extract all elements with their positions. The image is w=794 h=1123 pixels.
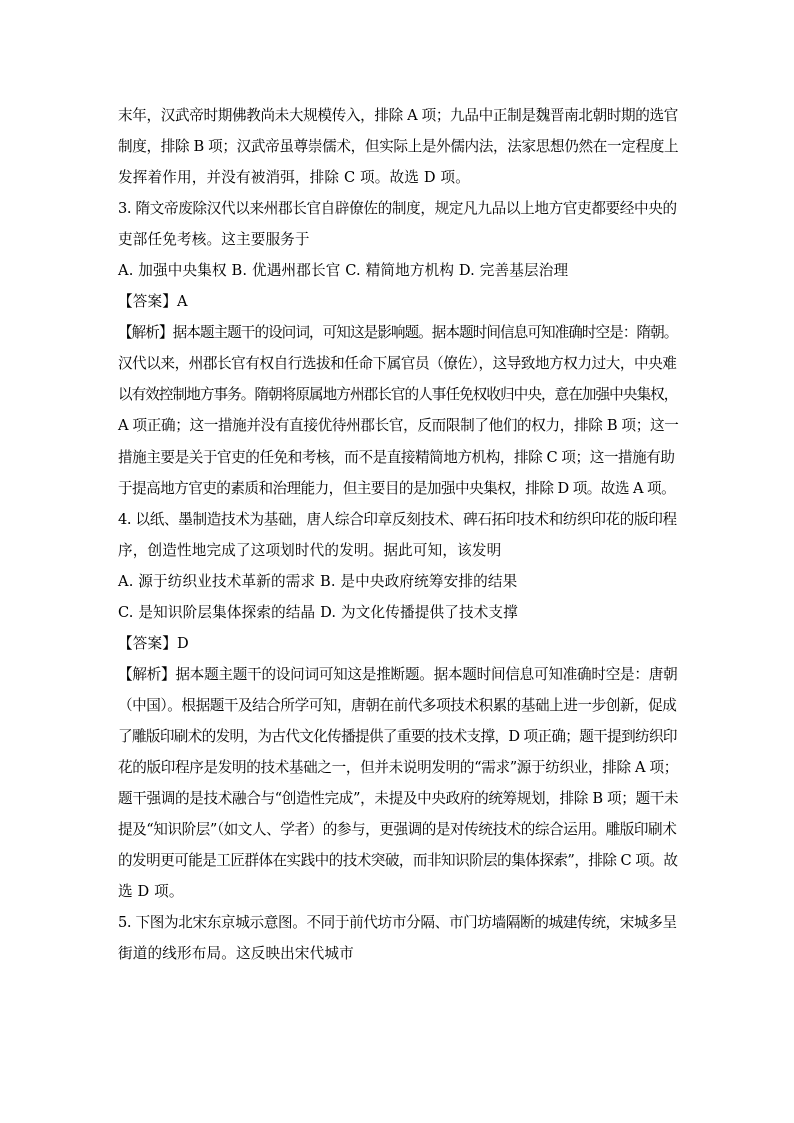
question-3-stem	[118, 193, 678, 255]
text-line: 制度，排除 B 项；汉武帝虽尊崇儒术，但实际上是外儒内法，法家思想仍然在一定程度上	[118, 138, 679, 156]
question-3-analysis	[118, 317, 678, 503]
text-line: 措施主要是关于官吏的任免和考核，而不是直接精简地方机构，排除 C 项；这一措施有助	[118, 448, 675, 466]
text-line: A 项正确；这一措施并没有直接优待州郡长官，反而限制了他们的权力，排除 B 项；这一	[118, 417, 679, 435]
text-line: 吏部任免考核。这主要服务于	[118, 231, 310, 249]
text-line: 花的版印程序是发明的技术基础之一，但并未说明发明的“需求”源于纺织业，排除 A 项；	[118, 758, 679, 776]
text-line: 3. 隋文帝废除汉代以来州郡长官自辟僚佐的制度，规定凡九品以上地方官吏都要经中央的	[118, 200, 677, 218]
question-3-options	[118, 255, 678, 286]
text-line: 5. 下图为北宋东京城示意图。不同于前代坊市分隔、市门坊墙隔断的城建传统，宋城多呈	[118, 914, 677, 932]
text-line: 末年，汉武帝时期佛教尚未大规模传入，排除 A 项；九品中正制是魏晋南北朝时期的选官	[118, 107, 679, 124]
text-line: 序，创造性地完成了这项划时代的发明。据此可知，该发明	[118, 541, 502, 559]
question-4-options	[118, 566, 678, 628]
text-line: 【解析】据本题主题干的设问词，可知这是影响题。据本题时间信息可知准确时空是：隋朝。	[118, 324, 678, 342]
text-line: 于提高地方官吏的素质和治理能力，但主要目的是加强中央集权，排除 D 项。故选 A 项。	[118, 479, 676, 497]
text-line: 4. 以纸、墨制造技术为基础，唐人综合印章反刻技术、碑石拓印技术和纺织印花的版印程	[118, 510, 677, 528]
answer-line: 【答案】D	[118, 634, 189, 652]
text-line: 题干强调的是技术融合与“创造性完成”，未提及中央政府的统筹规划，排除 B 项；题干未	[118, 790, 679, 808]
text-line: 汉代以来，州郡长官有权自行选拔和任命下属官员（僚佐），这导致地方权力过大，中央难	[118, 355, 677, 373]
options-line: A. 源于纺织业技术革新的需求 B. 是中央政府统筹安排的结果	[118, 572, 518, 590]
options-line: C. 是知识阶层集体探索的结晶 D. 为文化传播提供了技术支撑	[118, 603, 518, 621]
document-page	[118, 100, 678, 969]
text-line: 的发明更可能是工匠群体在实践中的技术突破，而非知识阶层的集体探索”，排除 C 项。故	[118, 852, 678, 870]
q2-analysis-continuation	[118, 100, 678, 193]
answer-line: 【答案】A	[118, 293, 188, 311]
text-line: （中国）。根据题干及结合所学可知，唐朝在前代多项技术积累的基础上进一步创新，促成	[118, 696, 677, 714]
text-line: 【解析】据本题主题干的设问词可知这是推断题。据本题时间信息可知准确时空是：唐朝	[118, 665, 678, 683]
text-line: 选 D 项。	[118, 883, 184, 901]
question-3-answer	[118, 286, 678, 317]
text-line: 发挥着作用，并没有被消弭，排除 C 项。故选 D 项。	[118, 169, 470, 187]
question-4-stem	[118, 504, 678, 566]
question-4-answer	[118, 628, 678, 659]
question-4-analysis	[118, 659, 678, 907]
options-line: A. 加强中央集权 B. 优遇州郡长官 C. 精简地方机构 D. 完善基层治理	[118, 262, 569, 280]
question-5-stem	[118, 907, 678, 969]
text-line: 以有效控制地方事务。隋朝将原属地方州郡长官的人事任免权收归中央，意在加强中央集权，	[118, 386, 678, 404]
text-line: 了雕版印刷术的发明，为古代文化传播提供了重要的技术支撑，D 项正确；题干提到纺织印	[118, 727, 677, 745]
text-line: 提及“知识阶层”（如文人、学者）的参与，更强调的是对传统技术的综合运用。雕版印刷术	[118, 821, 677, 839]
text-line: 街道的线形布局。这反映出宋代城市	[118, 945, 354, 963]
